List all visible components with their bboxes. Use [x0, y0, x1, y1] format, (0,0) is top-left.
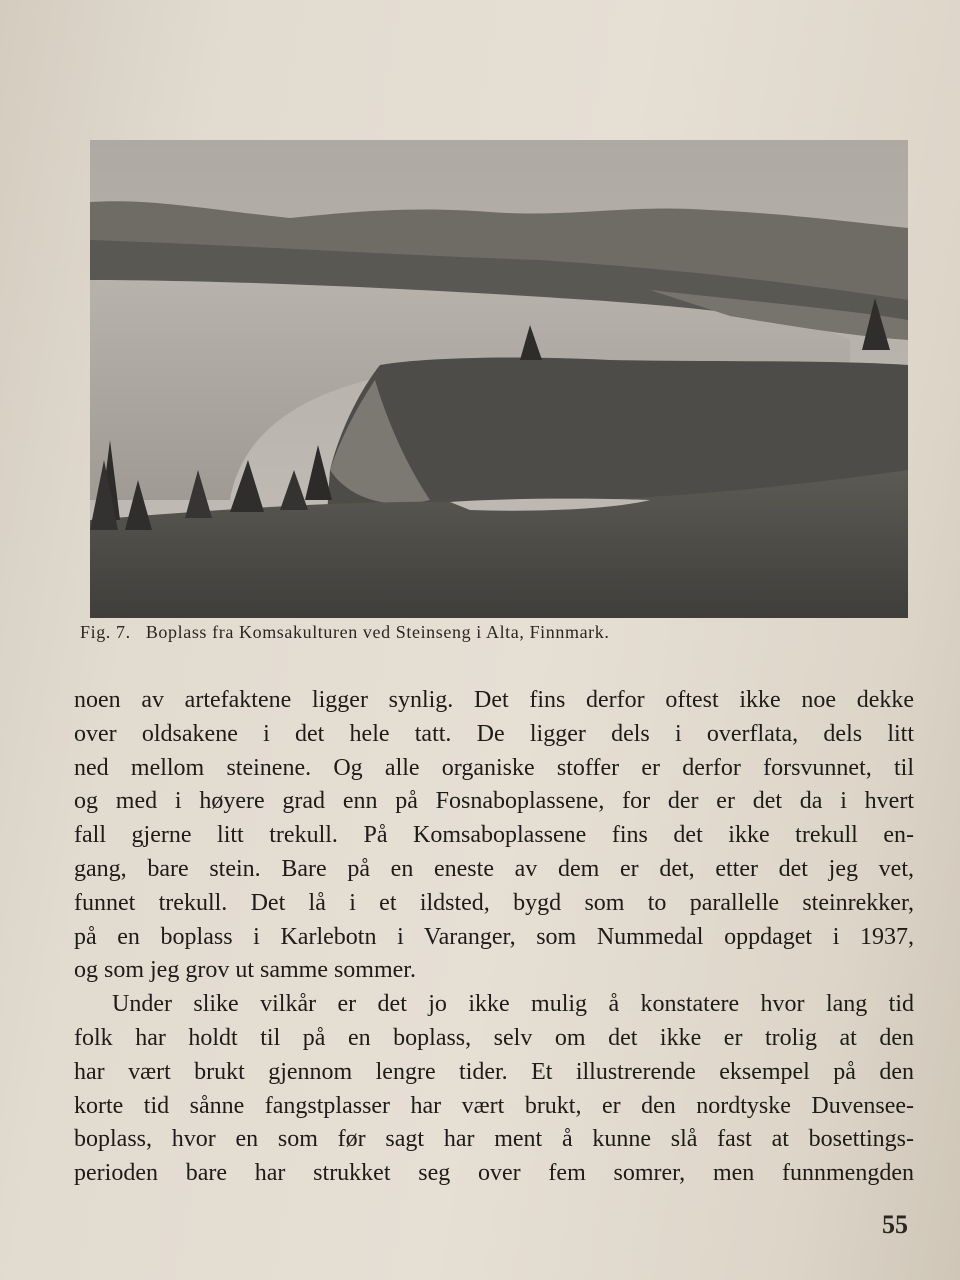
text-line: Under slike vilkår er det jo ikke mulig å konstatere hvor lang tid — [112, 991, 914, 1018]
text-line: og med i høyere grad enn på Fosnaboplassene, for der er det da i hvert — [74, 788, 914, 815]
figure-caption — [80, 622, 880, 643]
text-line: funnet trekull. Det lå i et ildsted, bygd som to parallelle steinrekker, — [74, 889, 914, 916]
figure-caption-text: Boplass fra Komsakulturen ved Steinseng i Alta, Finnmark. — [145, 622, 610, 642]
body-text — [74, 684, 914, 1191]
text-line: gang, bare stein. Bare på en eneste av dem er det, etter det jeg vet, — [74, 855, 914, 882]
text-line: har vært brukt gjennom lengre tider. Et illustrerende eksempel på den — [74, 1058, 914, 1085]
figure-label: Fig. 7. — [80, 622, 131, 642]
text-line: korte tid sånne fangstplasser har vært brukt, er den nordtyske Duvensee- — [74, 1092, 914, 1119]
text-line: folk har holdt til på en boplass, selv om det ikke er trolig at den — [74, 1024, 914, 1051]
text-line: noen av artefaktene ligger synlig. Det fins derfor oftest ikke noe dekke — [74, 687, 914, 713]
paragraph-1 — [74, 684, 914, 988]
paragraph-2 — [74, 988, 914, 1191]
text-line: perioden bare har strukket seg over fem somrer, men funnmengden — [74, 1160, 914, 1187]
text-line: boplass, hvor en som før sagt har ment å kunne slå fast at bosettings- — [74, 1126, 914, 1153]
landscape-photo-image — [90, 140, 908, 618]
text-line: på en boplass i Karlebotn i Varanger, som Nummedal oppdaget i 1937, — [74, 923, 914, 950]
figure-photo — [90, 140, 908, 618]
text-line: fall gjerne litt trekull. På Komsaboplassene fins det ikke trekull en- — [74, 822, 914, 849]
text-line: ned mellom steinene. Og alle organiske stoffer er derfor forsvunnet, til — [74, 754, 914, 781]
page-number: 55 — [882, 1210, 908, 1239]
text-line: og som jeg grov ut samme sommer. — [74, 957, 416, 984]
text-line: over oldsakene i det hele tatt. De ligger dels i overflata, dels litt — [74, 720, 914, 747]
